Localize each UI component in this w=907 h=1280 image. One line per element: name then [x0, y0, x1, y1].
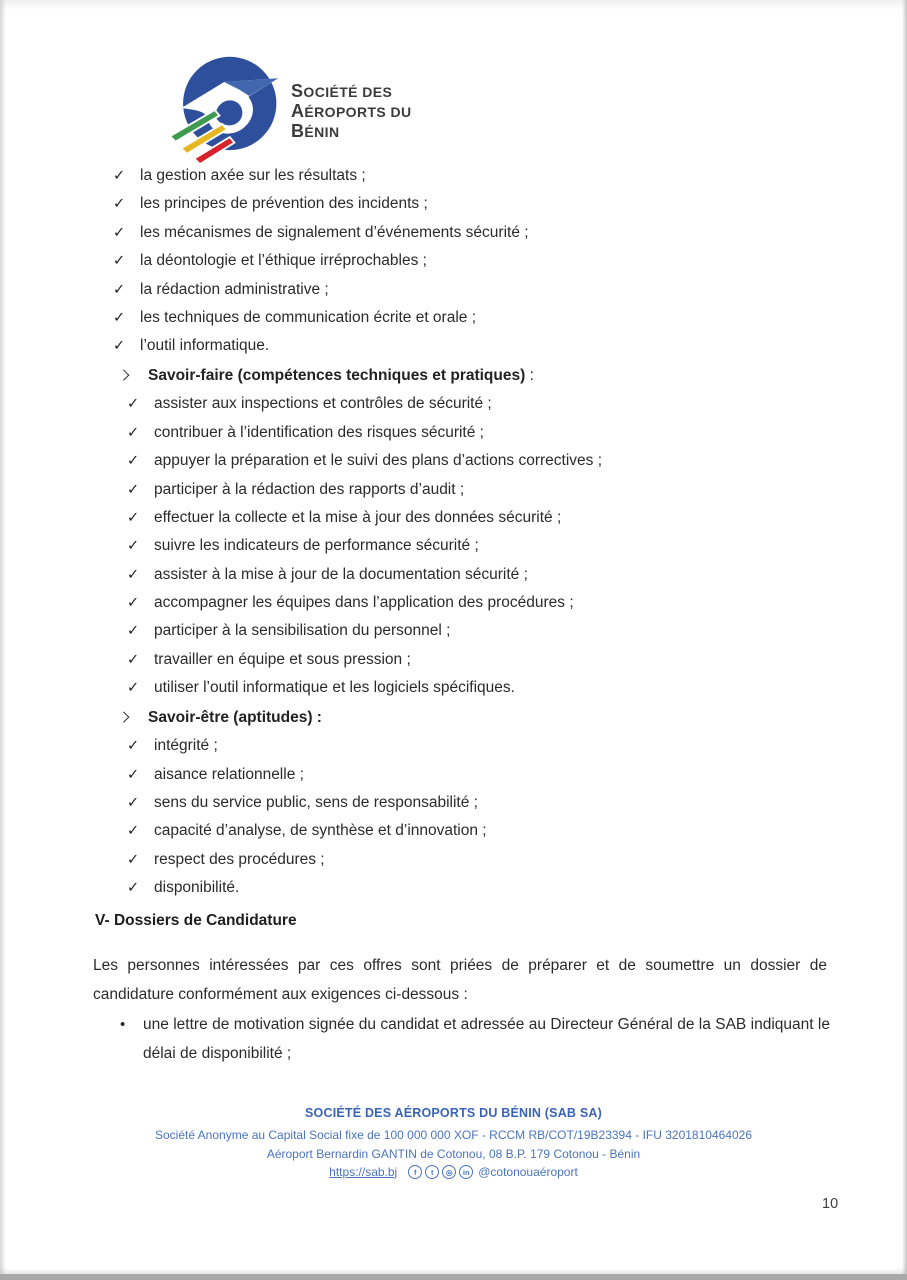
list-item-text: disponibilité.: [154, 879, 240, 897]
social-handle: @cotonouaéroport: [478, 1164, 578, 1179]
list-item-text: accompagner les équipes dans l’application des procédures ;: [154, 594, 574, 612]
instagram-icon: ◎: [442, 1165, 456, 1179]
check-icon: ✓: [127, 595, 140, 612]
section-v-intro: Les personnes intéressées par ces offres sont priées de préparer et de soumettre un dossier de candidature conformément aux exigences ci-dessous :: [93, 957, 827, 1003]
website-link[interactable]: https://sab.bj: [329, 1164, 398, 1179]
savoir-etre-list: [127, 738, 907, 896]
check-icon: ✓: [127, 509, 140, 526]
list-item: [127, 652, 907, 668]
section-v-title: V- Dossiers de Candidature: [95, 912, 297, 930]
list-item: [113, 225, 907, 241]
list-item-text: assister aux inspections et contrôles de sécurité ;: [154, 395, 492, 413]
list-item: [127, 453, 907, 469]
arrow-bullet-icon: [120, 367, 148, 379]
logo-line-2: AÉROPORTS DU: [291, 101, 412, 121]
document-body: [0, 168, 907, 1068]
list-item: [127, 680, 907, 696]
check-icon: ✓: [127, 396, 140, 413]
savoir-faire-heading-text: Savoir-faire (compétences techniques et pratiques): [148, 367, 526, 385]
list-item: [127, 623, 907, 639]
social-icons: [408, 1165, 473, 1179]
list-item: [113, 282, 907, 298]
check-icon: ✓: [113, 253, 126, 270]
logo-wordmark: [291, 54, 411, 142]
list-item: [127, 823, 907, 839]
linkedin-icon: in: [459, 1165, 473, 1179]
heading-colon: :: [525, 367, 534, 385]
check-icon: ✓: [127, 481, 140, 498]
logo-line-3: BÉNIN: [291, 121, 340, 141]
list-item-text: participer à la rédaction des rapports d’audit ;: [154, 480, 465, 498]
list-item-text: la rédaction administrative ;: [140, 280, 329, 298]
list-item: [113, 253, 907, 269]
list-item-text: effectuer la collecte et la mise à jour des données sécurité ;: [154, 508, 562, 526]
check-icon: ✓: [113, 168, 126, 184]
list-item: [113, 168, 907, 184]
page-number: 10: [822, 1196, 839, 1212]
page-edge-bottom: [0, 1274, 907, 1280]
list-item-text: l’outil informatique.: [140, 337, 270, 355]
check-icon: ✓: [127, 538, 140, 555]
check-icon: ✓: [127, 453, 140, 470]
list-item: [113, 196, 907, 212]
list-item-text: appuyer la préparation et le suivi des plans d’actions correctives ;: [154, 452, 603, 470]
check-icon: ✓: [127, 566, 140, 583]
check-icon: ✓: [127, 651, 140, 668]
check-icon: ✓: [113, 338, 126, 355]
check-icon: ✓: [127, 623, 140, 640]
list-item-text: contribuer à l’identification des risques sécurité ;: [154, 423, 484, 441]
page-edge-top: [0, 0, 907, 10]
check-icon: ✓: [127, 823, 140, 840]
list-item-text: travailler en équipe et sous pression ;: [154, 650, 411, 668]
list-item: [127, 425, 907, 441]
logo-line-1: SOCIÉTÉ DES: [291, 81, 393, 101]
list-item: [127, 482, 907, 498]
list-item: [113, 310, 907, 326]
list-item-text: aisance relationnelle ;: [154, 765, 304, 783]
list-item-text: capacité d’analyse, de synthèse et d’innovation ;: [154, 822, 487, 840]
dossier-bullet-list: [0, 1011, 907, 1068]
list-item-text: assister à la mise à jour de la documentation sécurité ;: [154, 565, 528, 583]
bullet-icon: •: [120, 1016, 126, 1034]
list-item-text: respect des procédures ;: [154, 850, 325, 868]
list-item: [127, 880, 907, 896]
check-icon: ✓: [127, 680, 140, 697]
list-item: [127, 396, 907, 412]
sab-logo: [166, 54, 411, 166]
list-item: [127, 738, 907, 754]
list-item-text: la gestion axée sur les résultats ;: [140, 167, 366, 184]
list-item-text: sens du service public, sens de responsabilité ;: [154, 794, 478, 812]
list-item-text: les principes de prévention des incidents ;: [140, 195, 428, 213]
facebook-icon: f: [408, 1165, 422, 1179]
check-icon: ✓: [127, 880, 140, 897]
bullet-item-text: une lettre de motivation signée du candidat et adressée au Directeur Général de la SAB indiquant le délai de disponibilité ;: [143, 1016, 830, 1062]
list-item: [127, 510, 907, 526]
savoir-etre-heading: [120, 709, 907, 726]
check-icon: ✓: [127, 795, 140, 812]
check-icon: ✓: [127, 766, 140, 783]
sab-logo-icon: [166, 54, 286, 166]
knowledge-check-list: [113, 168, 907, 354]
list-item: [127, 852, 907, 868]
check-icon: ✓: [127, 851, 140, 868]
footer-legal-line: Société Anonyme au Capital Social fixe de 100 000 000 XOF - RCCM RB/COT/19B23394 - IFU 3201810464026: [154, 1128, 752, 1142]
list-item: [127, 567, 907, 583]
list-item: [127, 795, 907, 811]
list-item-text: la déontologie et l’éthique irréprochables ;: [140, 252, 427, 270]
list-item: [127, 767, 907, 783]
list-item: [127, 595, 907, 611]
list-item-text: les techniques de communication écrite et orale ;: [140, 308, 477, 326]
list-item: [127, 538, 907, 554]
arrow-bullet-icon: [120, 709, 148, 721]
check-icon: ✓: [127, 424, 140, 441]
check-icon: ✓: [113, 309, 126, 326]
list-item-text: les mécanismes de signalement d’événements sécurité ;: [140, 223, 529, 241]
footer-address-line: Aéroport Bernardin GANTIN de Cotonou, 08 B.P. 179 Cotonou - Bénin: [266, 1146, 641, 1161]
footer-company-name: SOCIÉTÉ DES AÉROPORTS DU BÉNIN (SAB SA): [305, 1106, 602, 1120]
list-item-text: utiliser l’outil informatique et les logiciels spécifiques.: [154, 679, 515, 697]
check-icon: ✓: [127, 738, 140, 755]
savoir-etre-heading-text: Savoir-être (aptitudes) :: [148, 709, 322, 727]
twitter-icon: t: [425, 1165, 439, 1179]
list-item-text: suivre les indicateurs de performance sécurité ;: [154, 537, 479, 555]
savoir-faire-list: [127, 396, 907, 696]
savoir-faire-heading: [120, 367, 907, 384]
footer-social-row: [0, 1164, 907, 1179]
check-icon: ✓: [113, 281, 126, 298]
page-footer: [0, 1106, 907, 1179]
check-icon: ✓: [113, 196, 126, 213]
check-icon: ✓: [113, 224, 126, 241]
list-item-text: intégrité ;: [154, 737, 218, 755]
list-item-text: participer à la sensibilisation du personnel ;: [154, 622, 451, 640]
bullet-item: [120, 1011, 830, 1068]
list-item: [113, 338, 907, 354]
